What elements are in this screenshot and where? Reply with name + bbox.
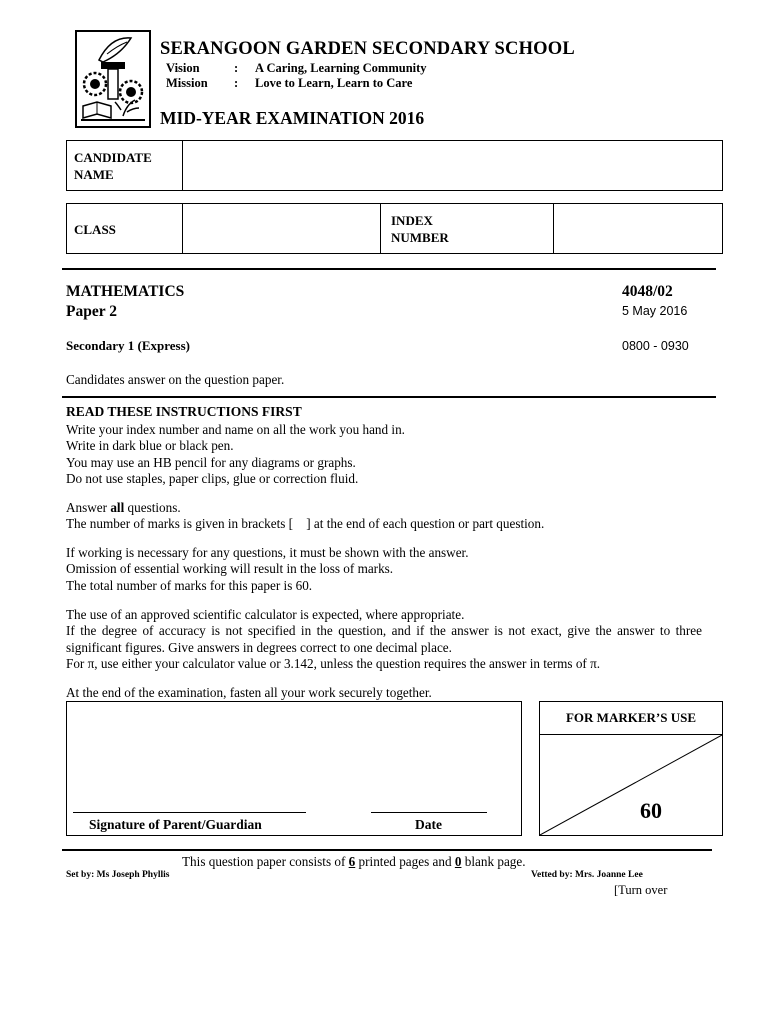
- exam-date: 5 May 2016: [622, 304, 688, 318]
- instructions-block-d: [66, 607, 702, 672]
- marker-title: FOR MARKER’S USE: [565, 710, 696, 725]
- level: Secondary 1 (Express): [66, 338, 190, 353]
- instructions-block-c: [66, 545, 469, 594]
- instructions-block-a: [66, 422, 405, 487]
- footer-text: This question paper consists of: [182, 854, 349, 869]
- footer-text: printed pages and: [355, 854, 455, 869]
- class-label: CLASS: [74, 222, 116, 237]
- rule: [62, 396, 716, 398]
- answer-all-line: [66, 500, 544, 516]
- fasten-line: At the end of the examination, fasten all your work securely together.: [66, 685, 432, 700]
- instruction-text: Answer: [66, 500, 111, 515]
- instruction-text: questions.: [124, 500, 181, 515]
- rule: [62, 268, 716, 270]
- school-name: SERANGOON GARDEN SECONDARY SCHOOL: [160, 39, 575, 59]
- index-number-label-2: NUMBER: [391, 230, 449, 245]
- index-number-label-1: INDEX: [391, 213, 433, 228]
- mission-colon: :: [234, 76, 239, 90]
- mission-label: Mission: [166, 76, 208, 90]
- paper-number: Paper 2: [66, 303, 117, 320]
- printed-pages-count: 6: [348, 854, 356, 869]
- turn-over: [Turn over: [614, 883, 668, 897]
- instruction-line: Write in dark blue or black pen.: [66, 438, 234, 454]
- candidate-name-box: [66, 140, 723, 191]
- candidate-name-label-1: CANDIDATE: [74, 150, 152, 165]
- instruction-line: The number of marks is given in brackets [ ] at the end of each question or part question.: [66, 516, 545, 532]
- instruction-line: For π, use either your calculator value or 3.142, unless the question requires the answer in terms of π.: [66, 655, 601, 671]
- vision-label: Vision: [166, 61, 200, 75]
- signature-line[interactable]: [73, 812, 306, 813]
- instruction-line: You may use an HB pencil for any diagrams or graphs.: [66, 454, 356, 470]
- rule: [62, 849, 712, 851]
- answer-note: Candidates answer on the question paper.: [66, 372, 285, 387]
- mission-text: Love to Learn, Learn to Care: [255, 76, 413, 90]
- signature-label: Signature of Parent/Guardian: [89, 817, 262, 832]
- vetted-by: Vetted by: Mrs. Joanne Lee: [531, 870, 643, 880]
- instruction-emphasis: all: [110, 500, 125, 515]
- marker-box: [539, 701, 723, 836]
- subject: MATHEMATICS: [66, 283, 185, 300]
- instruction-paragraph: If the degree of accuracy is not specified in the question, and if the answer is not exact, give the answer to three significant figures. Give answers in degrees correct to one decimal place.: [66, 623, 702, 655]
- signature-box: [66, 701, 522, 836]
- instructions-block-b: [66, 500, 544, 533]
- exam-title: MID-YEAR EXAMINATION 2016: [160, 108, 425, 128]
- instruction-line: If working is necessary for any questions, it must be shown with the answer.: [66, 545, 469, 560]
- exam-time: 0800 - 0930: [622, 339, 689, 353]
- date-line[interactable]: [371, 812, 487, 813]
- index-number-field[interactable]: [554, 204, 722, 253]
- marker-diagonal: [540, 735, 722, 835]
- instruction-line: Write your index number and name on all the work you hand in.: [66, 422, 405, 437]
- footer-text: blank page.: [461, 854, 526, 869]
- divider: [380, 204, 381, 253]
- vision-text: A Caring, Learning Community: [255, 61, 427, 75]
- instruction-line: Do not use staples, paper clips, glue or correction fluid.: [66, 470, 359, 486]
- candidate-name-field[interactable]: [183, 141, 722, 190]
- paper-code: 4048/02: [622, 283, 673, 300]
- candidate-name-label-2: NAME: [74, 167, 114, 182]
- marker-total: 60: [640, 798, 662, 823]
- page-count: [182, 854, 526, 870]
- instruction-line: The use of an approved scientific calculator is expected, where appropriate.: [66, 607, 465, 622]
- set-by: Set by: Ms Joseph Phyllis: [66, 870, 170, 880]
- instruction-line: Omission of essential working will result in the loss of marks.: [66, 561, 394, 577]
- class-index-box: [66, 203, 723, 254]
- instructions-heading: READ THESE INSTRUCTIONS FIRST: [66, 404, 302, 419]
- blank-pages-count: 0: [454, 854, 462, 869]
- date-label: Date: [415, 817, 442, 832]
- vision-colon: :: [234, 61, 239, 75]
- school-crest-icon: [75, 30, 151, 128]
- class-field[interactable]: [183, 204, 379, 253]
- instruction-line: The total number of marks for this paper is 60.: [66, 577, 313, 593]
